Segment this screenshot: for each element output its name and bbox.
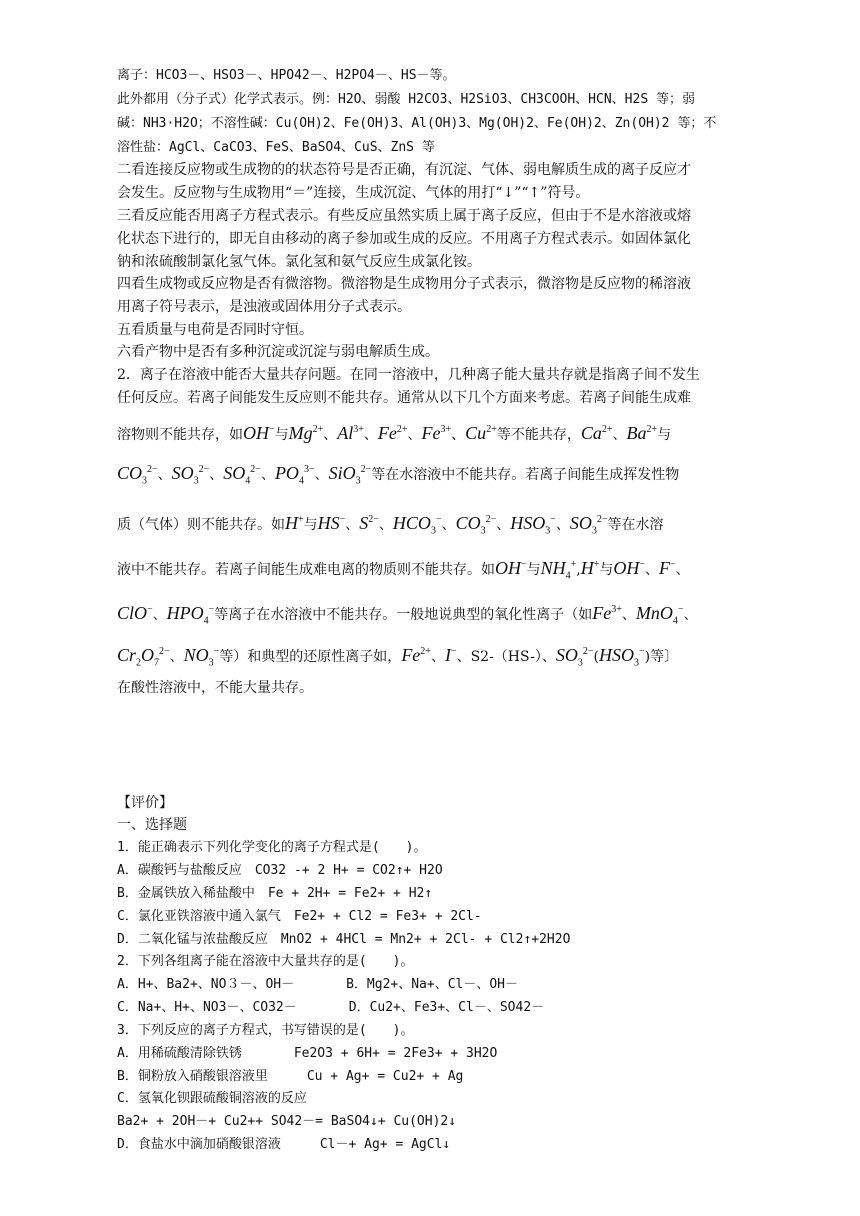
text-line: 六看产物中是否有多种沉淀或沉淀与弱电解质生成。 — [117, 344, 439, 360]
question: 2．下列各组离子能在溶液中大量共存的是( )。 — [117, 954, 414, 969]
formula-line: 溶物则不能共存，如OH−与$Mg^{2+}$、$Al^{3+}$、$Fe^{2+}$、$Fe^{3+}$、$Cu^{2+}$等不能共存，$Ca^{2+}$、$Ba^{2+}$与 — [117, 423, 672, 443]
text-line: 在酸性溶液中，不能大量共存。 — [117, 680, 313, 696]
text-line: 二看连接反应物或生成物的的状态符号是否正确，有沉淀、气体、弱电解质生成的离子反应才 — [117, 162, 691, 178]
option: B．金属铁放入稀盐酸中 Fe + 2H+ = Fe2+ + H2↑ — [117, 886, 433, 901]
text-line: 2．离子在溶液中能否大量共存问题。在同一溶液中，几种离子能大量共存就是指离子间不发生 — [117, 367, 700, 383]
formula-line: 液中不能共存。若离子间能生成难电离的物质则不能共存。如OH−与$NH_4^+,H^+$与OH−、F−、 — [117, 558, 690, 582]
formula: OH− — [243, 423, 275, 443]
text-line: 溶性盐：AgCl、CaCO3、FeS、BaSO4、CuS、ZnS 等 — [117, 140, 435, 155]
option: C．氯化亚铁溶液中通入氯气 Fe2+ + Cl2 = Fe3+ + 2Cl- — [117, 909, 482, 924]
section-header: 【评价】 — [117, 795, 173, 811]
text-line: 五看质量与电荷是否同时守恒。 — [117, 322, 313, 338]
option: Ba2+ + 2OH－+ Cu2++ SO42－= BaSO4↓+ Cu(OH)2↓ — [117, 1114, 457, 1129]
text-line: 钠和浓硫酸制氯化氢气体。氯化氢和氨气反应生成氯化铵。 — [117, 254, 481, 270]
section-title: 一、选择题 — [117, 817, 187, 833]
question: 1．能正确表示下列化学变化的离子方程式是( )。 — [117, 840, 427, 855]
text-line: 三看反应能否用离子方程式表示。有些反应虽然实质上属于离子反应，但由于不是水溶液或熔 — [117, 208, 691, 224]
formula-line: $CO_3^{2-}$、$SO_3^{2-}$、$SO_4^{2-}$、$PO_4^{3-}$、SiO$_3^{2-}$等在水溶液中不能共存。若离子间能生成挥发性物 — [117, 463, 680, 487]
option: A．用稀硫酸清除铁锈 Fe2O3 + 6H+ = 2Fe3+ + 3H2O — [117, 1046, 498, 1061]
option: D．二氧化锰与浓盐酸反应 MnO2 + 4HCl = Mn2+ + 2Cl- + Cl2↑+2H2O — [117, 932, 571, 947]
option: C．Na+、H+、NO3－、CO32－ D．Cu2+、Fe3+、Cl－、SO42－ — [117, 1000, 545, 1015]
option: B．铜粉放入硝酸银溶液里 Cu + Ag+ = Cu2+ + Ag — [117, 1069, 464, 1084]
text-line: 化状态下进行的，即无自由移动的离子参加或生成的反应。不用离子方程式表示。如固体氯化 — [117, 231, 691, 247]
formula-line: $Cr_2O_7^{2-}$、$NO_3^-$等）和典型的还原性离子如，$Fe^{2+}$、I−、S2-（HS-）、$SO_3^{2-}(HSO_3^-)$等〕 — [117, 645, 679, 669]
option: D．食盐水中滴加硝酸银溶液 Cl－+ Ag+ = AgCl↓ — [117, 1137, 451, 1152]
text-line: 四看生成物或反应物是否有微溶物。微溶物是生成物用分子式表示，微溶物是反应物的稀溶液 — [117, 276, 691, 292]
text-line: 用离子符号表示，是浊液或固体用分子式表示。 — [117, 299, 411, 315]
text-line: 会发生。反应物与生成物用“＝”连接，生成沉淀、气体的用打“↓”“↑”符号。 — [117, 185, 590, 201]
text-line: 碱：NH3·H2O；不溶性碱：Cu(OH)2、Fe(OH)3、Al(OH)3、Mg(OH)2、Fe(OH)2、Zn(OH)2 等；不 — [117, 116, 717, 131]
option: A．H+、Ba2+、NO３－、OH－ B．Mg2+、Na+、Cl－、OH－ — [117, 977, 519, 992]
question: 3．下列反应的离子方程式，书写错误的是( )。 — [117, 1023, 414, 1038]
formula-line: ClO−、$HPO_4^-$等离子在水溶液中不能共存。一般地说典型的氧化性离子（如$Fe^{3+}$、MnO$_4$−、 — [117, 603, 698, 627]
option: A．碳酸钙与盐酸反应 CO32 -+ 2 H+ = CO2↑+ H2O — [117, 863, 443, 878]
text-line: 任何反应。若离子间能发生反应则不能共存。通常从以下几个方面来考虑。若离子间能生成难 — [117, 390, 691, 406]
option: C．氢氧化钡跟硫酸铜溶液的反应 — [117, 1091, 307, 1106]
text-line: 此外都用（分子式）化学式表示。例：H2O、弱酸 H2CO3、H2SiO3、CH3COOH、HCN、H2S 等；弱 — [117, 92, 695, 107]
formula-line: 质（气体）则不能共存。如H+与HS−、$S^{2-}$、$HCO_3^-$、$CO_3^{2-}$、$HSO_3^-$、$SO_3^{2-}$等在水溶 — [117, 513, 664, 537]
text-line: 离子：HCO3－、HSO3－、HPO42－、H2PO4－、HS－等。 — [117, 68, 456, 83]
